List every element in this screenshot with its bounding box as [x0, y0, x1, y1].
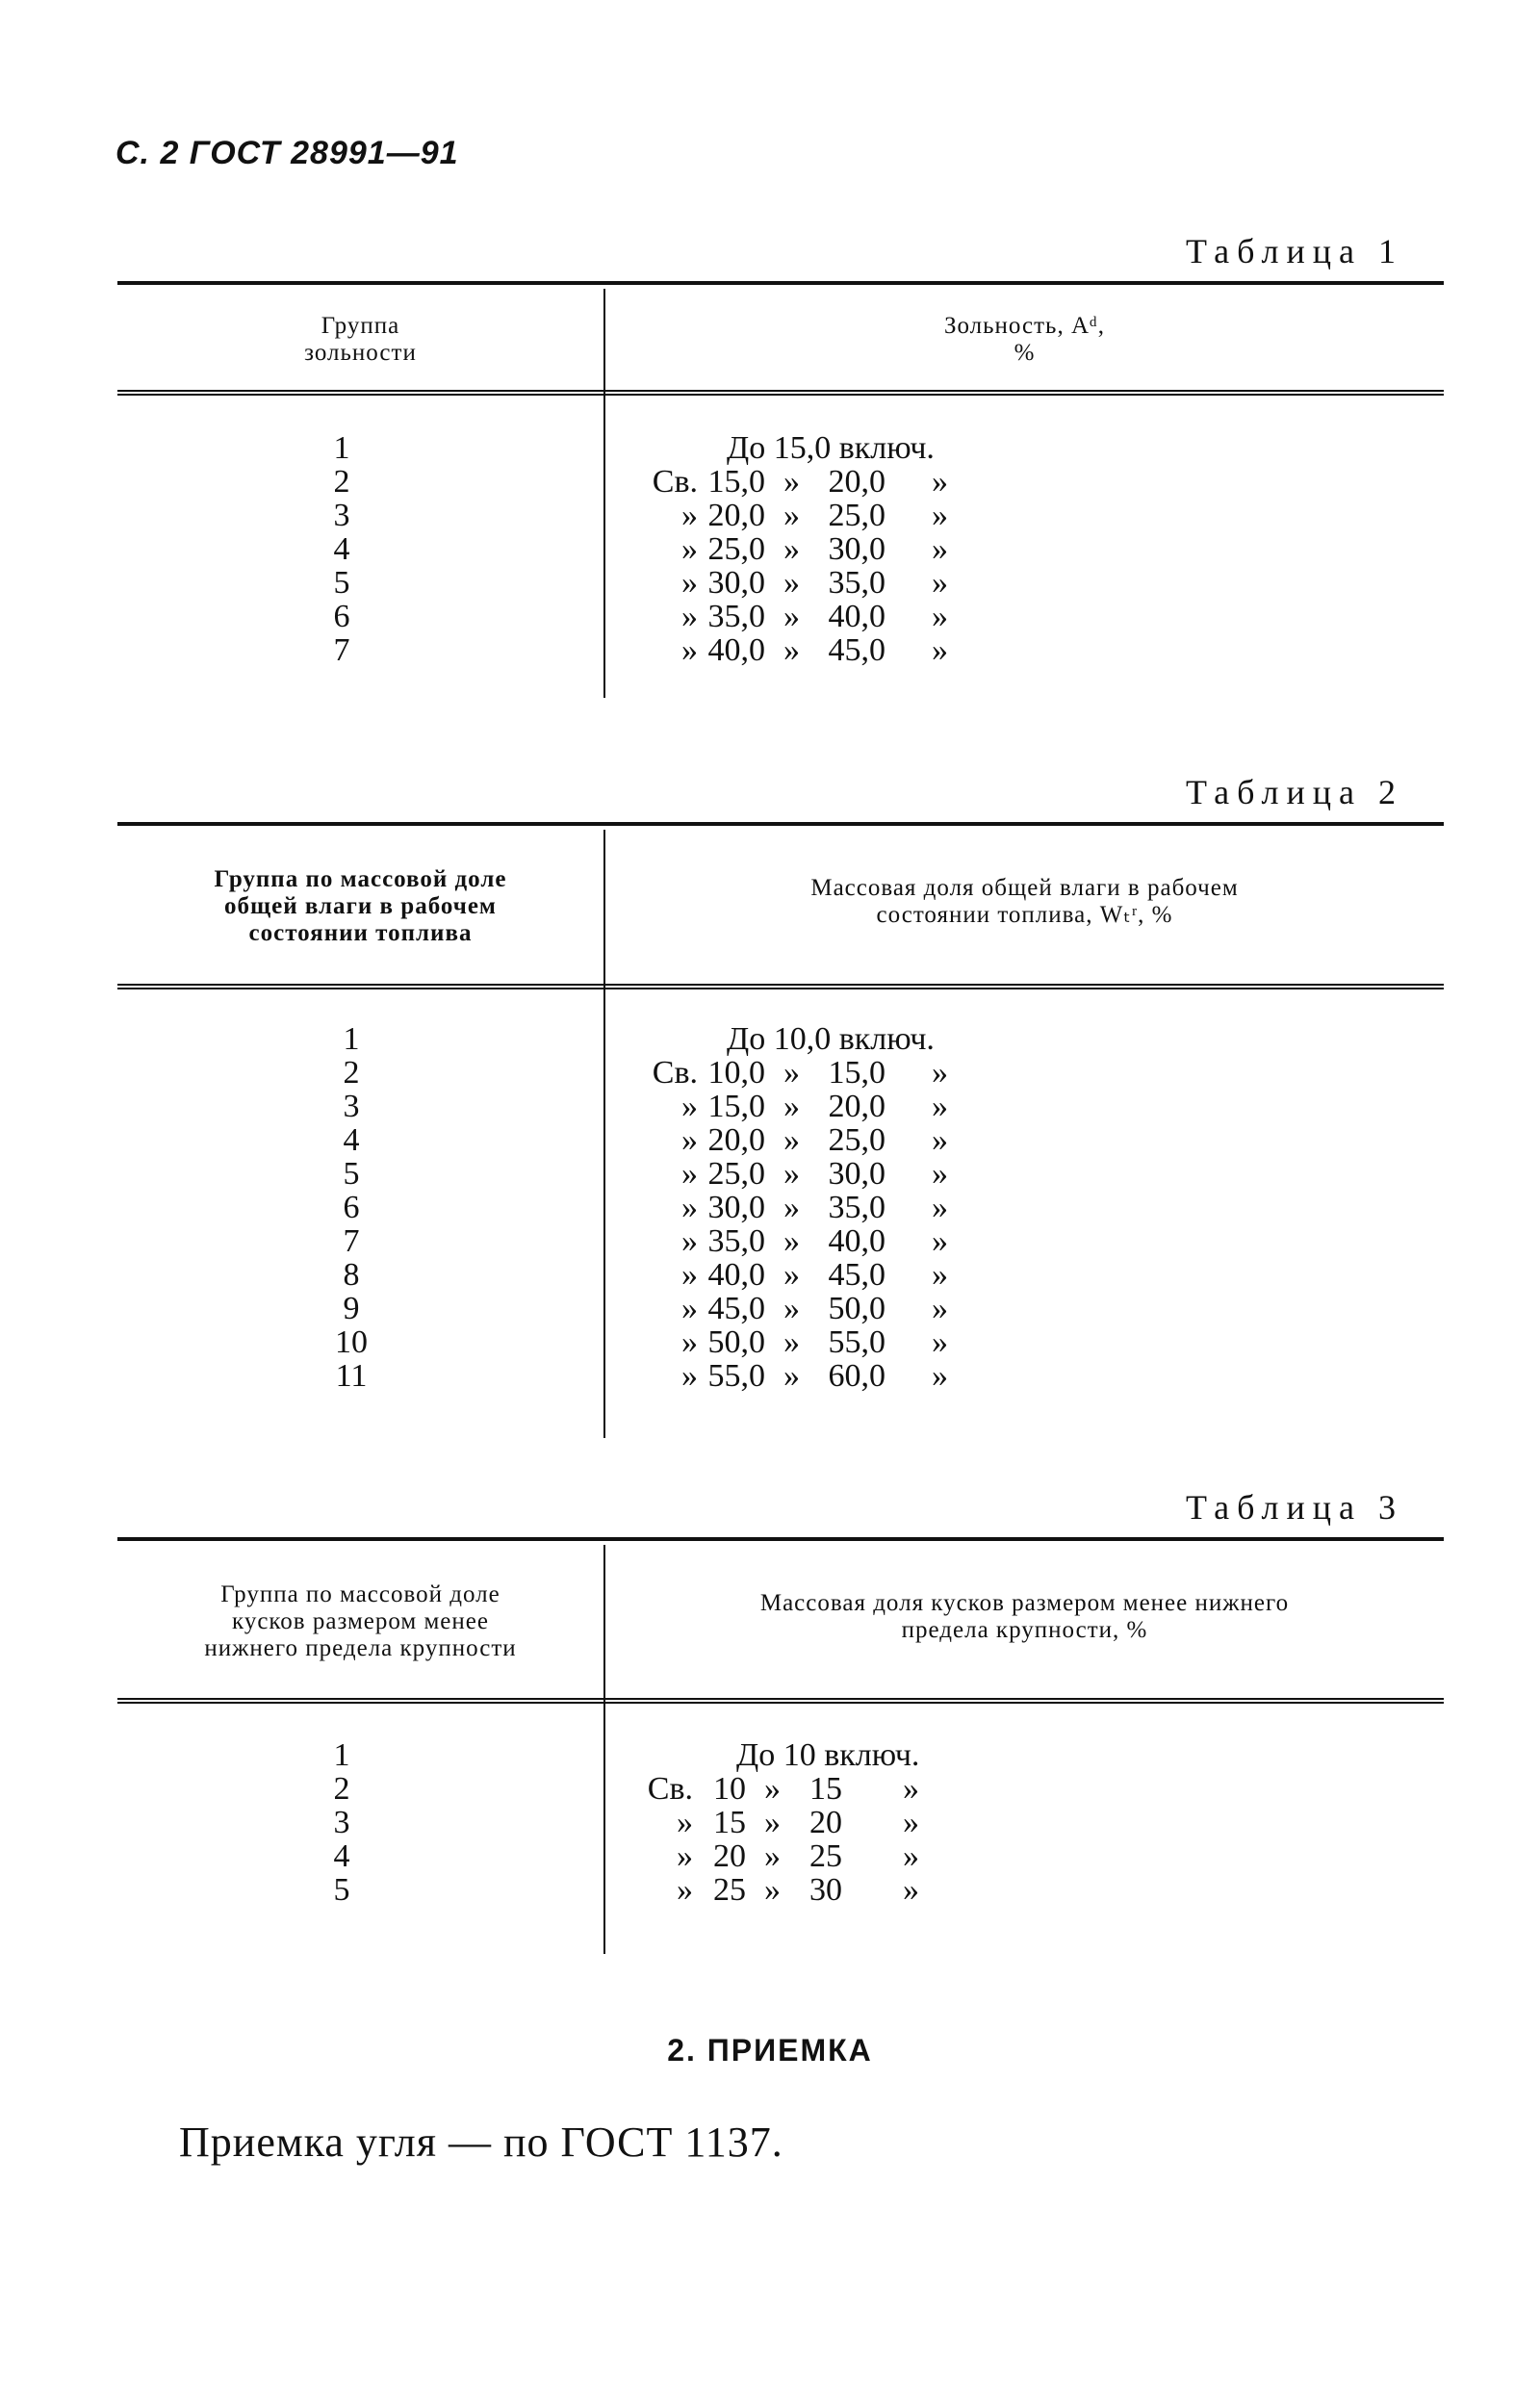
- table-1-range-first: До 15,0 включ.: [727, 430, 935, 466]
- table-3-range-first: До 10 включ.: [736, 1737, 920, 1773]
- table-2-group: 11: [335, 1358, 368, 1394]
- table-3-value-header: Массовая доля кусков размером менее нижнего предела крупности, %: [759, 1590, 1290, 1643]
- table-1-groups: [289, 431, 395, 667]
- table-1-group: 4: [333, 531, 350, 567]
- table-1-group: 3: [333, 498, 350, 533]
- table-3-top-rule: [117, 1537, 1444, 1541]
- table-2-group-header: Группа по массовой доле общей влаги в рабочем состоянии топлива: [214, 866, 507, 946]
- table-2-group: 5: [343, 1156, 360, 1192]
- table-3-group: 3: [333, 1805, 350, 1840]
- table-2-group: 7: [343, 1223, 360, 1259]
- table-2-group: 1: [343, 1021, 360, 1057]
- table-2-range-first: До 10,0 включ.: [727, 1021, 935, 1057]
- table-3-group: 5: [333, 1872, 350, 1908]
- table-2-ranges: [621, 1022, 948, 1393]
- table-3-range-row: Св. 10 » 15 »: [647, 1771, 919, 1807]
- table-3-range-row: » 20 » 25 »: [677, 1838, 919, 1874]
- table-1-range-row: » 25,0 » 30,0 »: [681, 531, 948, 567]
- table-1-ranges: [621, 431, 948, 667]
- table-1-range-row: » 40,0 » 45,0 »: [681, 632, 948, 668]
- table-2-value-header: Массовая доля общей влаги в рабочем состоянии топлива, Wₜʳ, %: [810, 875, 1239, 928]
- table-2-range-row: » 30,0 » 35,0 »: [681, 1190, 948, 1225]
- table-3-groups: [289, 1738, 395, 1907]
- table-1-range-row: » 30,0 » 35,0 »: [681, 565, 948, 601]
- table-2-group: 4: [343, 1122, 360, 1158]
- table-1-value-header: Зольность, Aᵈ, %: [943, 312, 1106, 366]
- table-3-ranges: [616, 1738, 919, 1907]
- table-1-group: 7: [333, 632, 350, 668]
- table-3-group: 2: [333, 1771, 350, 1807]
- page-header: С. 2 ГОСТ 28991—91: [116, 135, 459, 171]
- table-2-header-rule: [117, 984, 1444, 989]
- table-1-caption: Таблица 1: [1186, 232, 1403, 270]
- table-1-group: 5: [333, 565, 350, 601]
- table-1-group: 6: [333, 599, 350, 634]
- table-2-range-row: » 50,0 » 55,0 »: [681, 1324, 948, 1360]
- table-2-group: 2: [343, 1055, 360, 1091]
- table-3-caption: Таблица 3: [1186, 1488, 1403, 1527]
- table-3-group-header: Группа по массовой доле кусков размером менее нижнего предела крупности: [204, 1581, 517, 1661]
- table-1-group-header: Группа зольности: [304, 312, 417, 366]
- table-2-groups: [298, 1022, 404, 1393]
- table-1-top-rule: [117, 281, 1444, 285]
- table-2-group: 6: [343, 1190, 360, 1225]
- table-2-range-row: Св. 10,0 » 15,0 »: [652, 1055, 948, 1091]
- table-2-group: 3: [343, 1089, 360, 1124]
- table-1-header-rule: [117, 390, 1444, 396]
- table-2-range-row: » 20,0 » 25,0 »: [681, 1122, 948, 1158]
- table-3-range-row: » 25 » 30 »: [677, 1872, 919, 1908]
- table-3-group: 1: [333, 1737, 350, 1773]
- table-2-group: 9: [343, 1291, 360, 1326]
- table-3-range-row: » 15 » 20 »: [677, 1805, 919, 1840]
- table-2-range-row: » 25,0 » 30,0 »: [681, 1156, 948, 1192]
- table-3-group: 4: [333, 1838, 350, 1874]
- body-paragraph: Приемка угля — по ГОСТ 1137.: [179, 2119, 783, 2166]
- table-2-range-row: » 15,0 » 20,0 »: [681, 1089, 948, 1124]
- table-3-header-rule: [117, 1698, 1444, 1704]
- table-1-range-row: » 20,0 » 25,0 »: [681, 498, 948, 533]
- table-2-range-row: » 45,0 » 50,0 »: [681, 1291, 948, 1326]
- section-title: 2. ПРИЕМКА: [667, 2033, 873, 2068]
- table-2-range-row: » 55,0 » 60,0 »: [681, 1358, 948, 1394]
- table-1-group: 1: [333, 430, 350, 466]
- table-1-range-row: Св. 15,0 » 20,0 »: [652, 464, 948, 500]
- table-1-group: 2: [333, 464, 350, 500]
- table-2-top-rule: [117, 822, 1444, 826]
- table-1-range-row: » 35,0 » 40,0 »: [681, 599, 948, 634]
- table-2-caption: Таблица 2: [1186, 773, 1403, 811]
- table-2-range-row: » 35,0 » 40,0 »: [681, 1223, 948, 1259]
- table-2-range-row: » 40,0 » 45,0 »: [681, 1257, 948, 1293]
- table-2-group: 10: [335, 1324, 368, 1360]
- table-2-group: 8: [343, 1257, 360, 1293]
